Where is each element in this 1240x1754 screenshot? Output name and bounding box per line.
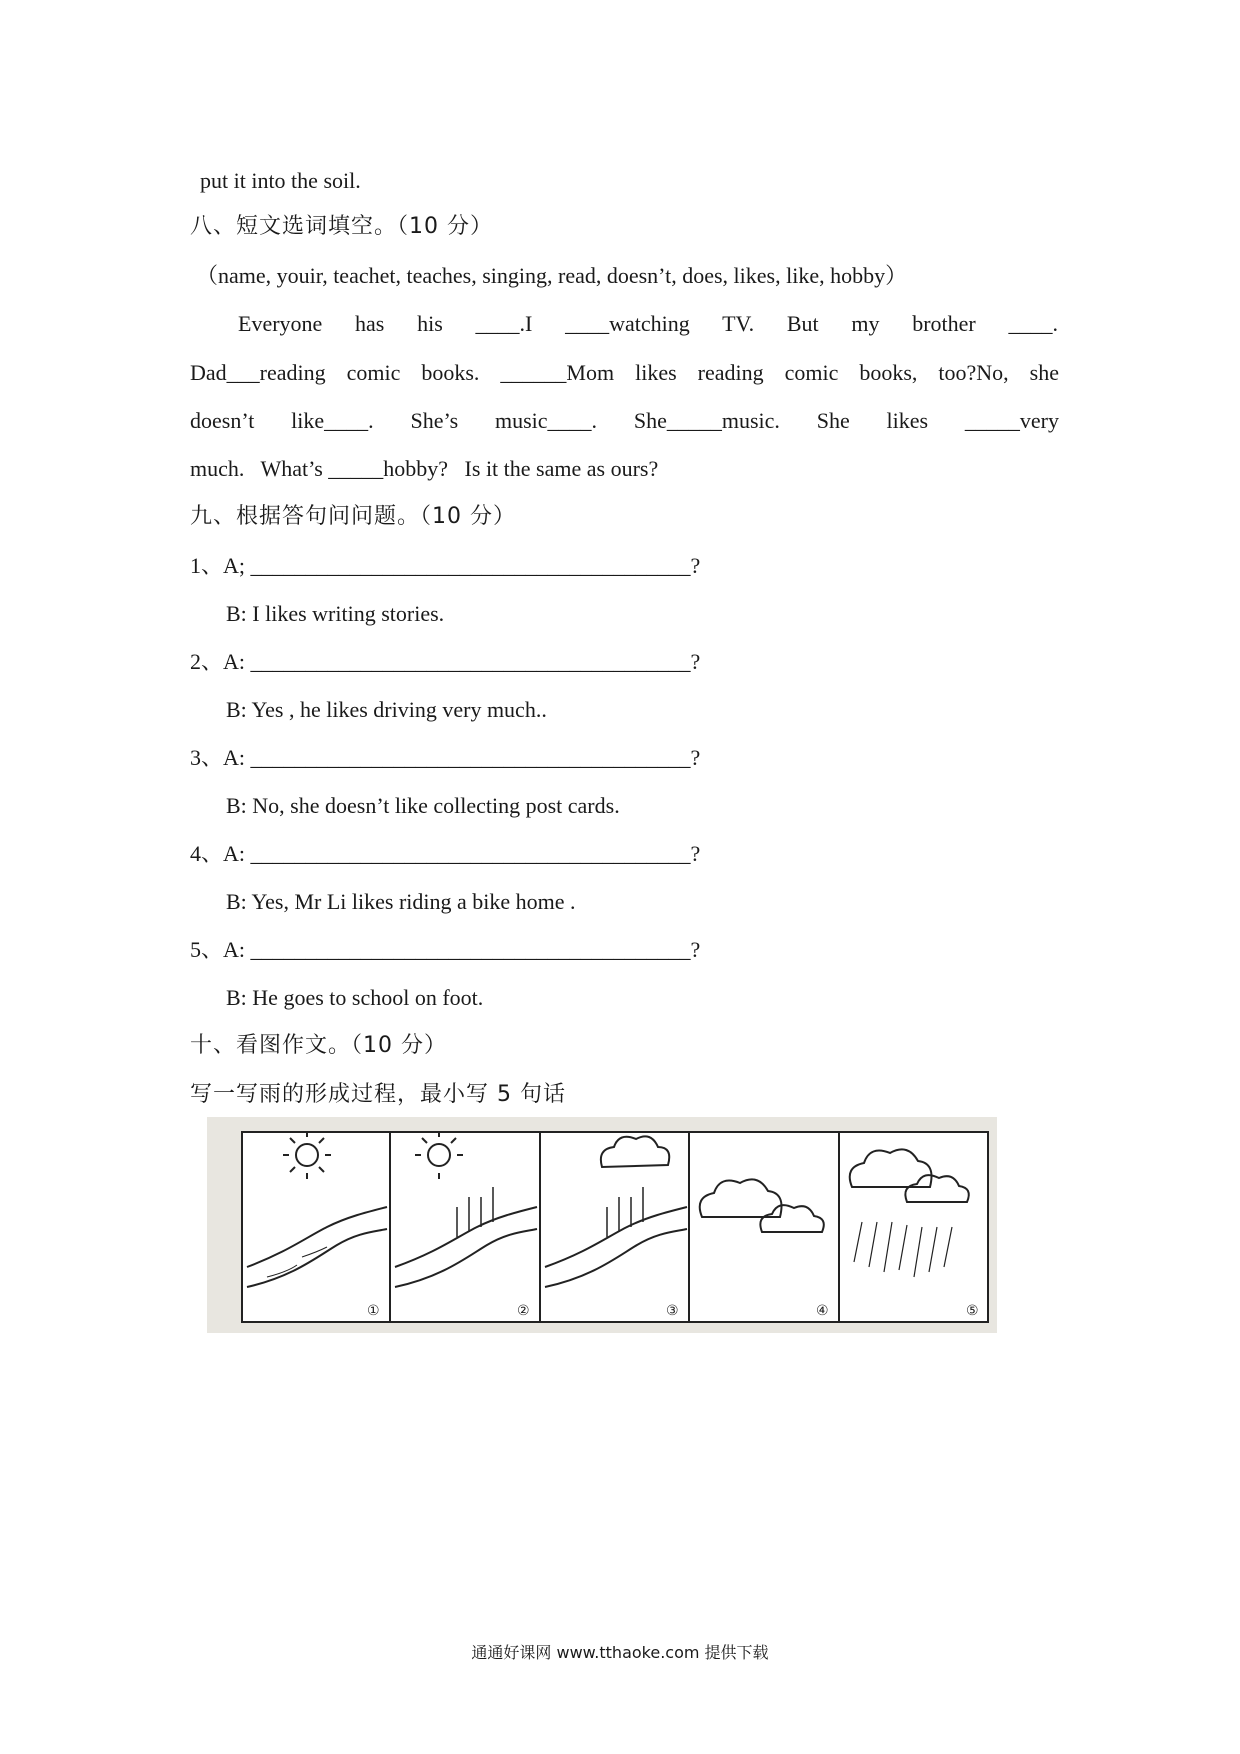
passage-line-3: doesn’t like____. She’s music____. She_____music. She likes _____very: [190, 408, 1059, 433]
section-9-heading: 九、根据答句问问题。（10 分）: [190, 504, 516, 529]
panel-number-2: ②: [517, 1303, 530, 1319]
answer-4: B: Yes, Mr Li likes riding a bike home .: [226, 889, 576, 914]
question-1: 1、A; ________________________________________?: [190, 553, 701, 578]
rain-formation-drawing: [207, 1117, 997, 1333]
passage-line-2: Dad___reading comic books. ______Mom likes reading comic books, too?No, she: [190, 360, 1059, 385]
rain-formation-illustration: [207, 1117, 997, 1333]
panel-number-4: ④: [816, 1303, 829, 1319]
passage-line-1: Everyone has his ____.I ____watching TV. But my brother ____.: [238, 311, 1058, 336]
passage-line-4: much. What’s _____hobby? Is it the same as ours?: [190, 456, 659, 481]
panel-number-3: ③: [666, 1303, 679, 1319]
panel-number-5: ⑤: [966, 1303, 979, 1319]
question-4: 4、A: ________________________________________?: [190, 841, 701, 866]
question-5: 5、A: ________________________________________?: [190, 937, 701, 962]
question-3: 3、A: ________________________________________?: [190, 745, 701, 770]
question-2: 2、A: ________________________________________?: [190, 649, 701, 674]
answer-2: B: Yes , he likes driving very much..: [226, 697, 547, 722]
answer-1: B: I likes writing stories.: [226, 601, 445, 626]
answer-5: B: He goes to school on foot.: [226, 985, 484, 1010]
section-8-heading: 八、短文选词填空。（10 分）: [190, 214, 493, 239]
answer-3: B: No, she doesn’t like collecting post cards.: [226, 793, 620, 818]
word-bank: （name, youir, teachet, teaches, singing, read, doesn’t, does, likes, like, hobby）: [196, 263, 908, 288]
panel-number-1: ①: [367, 1303, 380, 1319]
section-10-heading: 十、看图作文。（10 分）: [190, 1033, 447, 1058]
page-footer: 通通好课网 www.tthaoke.com 提供下载: [471, 1643, 769, 1662]
writing-prompt: 写一写雨的形成过程，最小写 5 句话: [190, 1082, 566, 1107]
carry-over-text: put it into the soil.: [200, 168, 361, 193]
